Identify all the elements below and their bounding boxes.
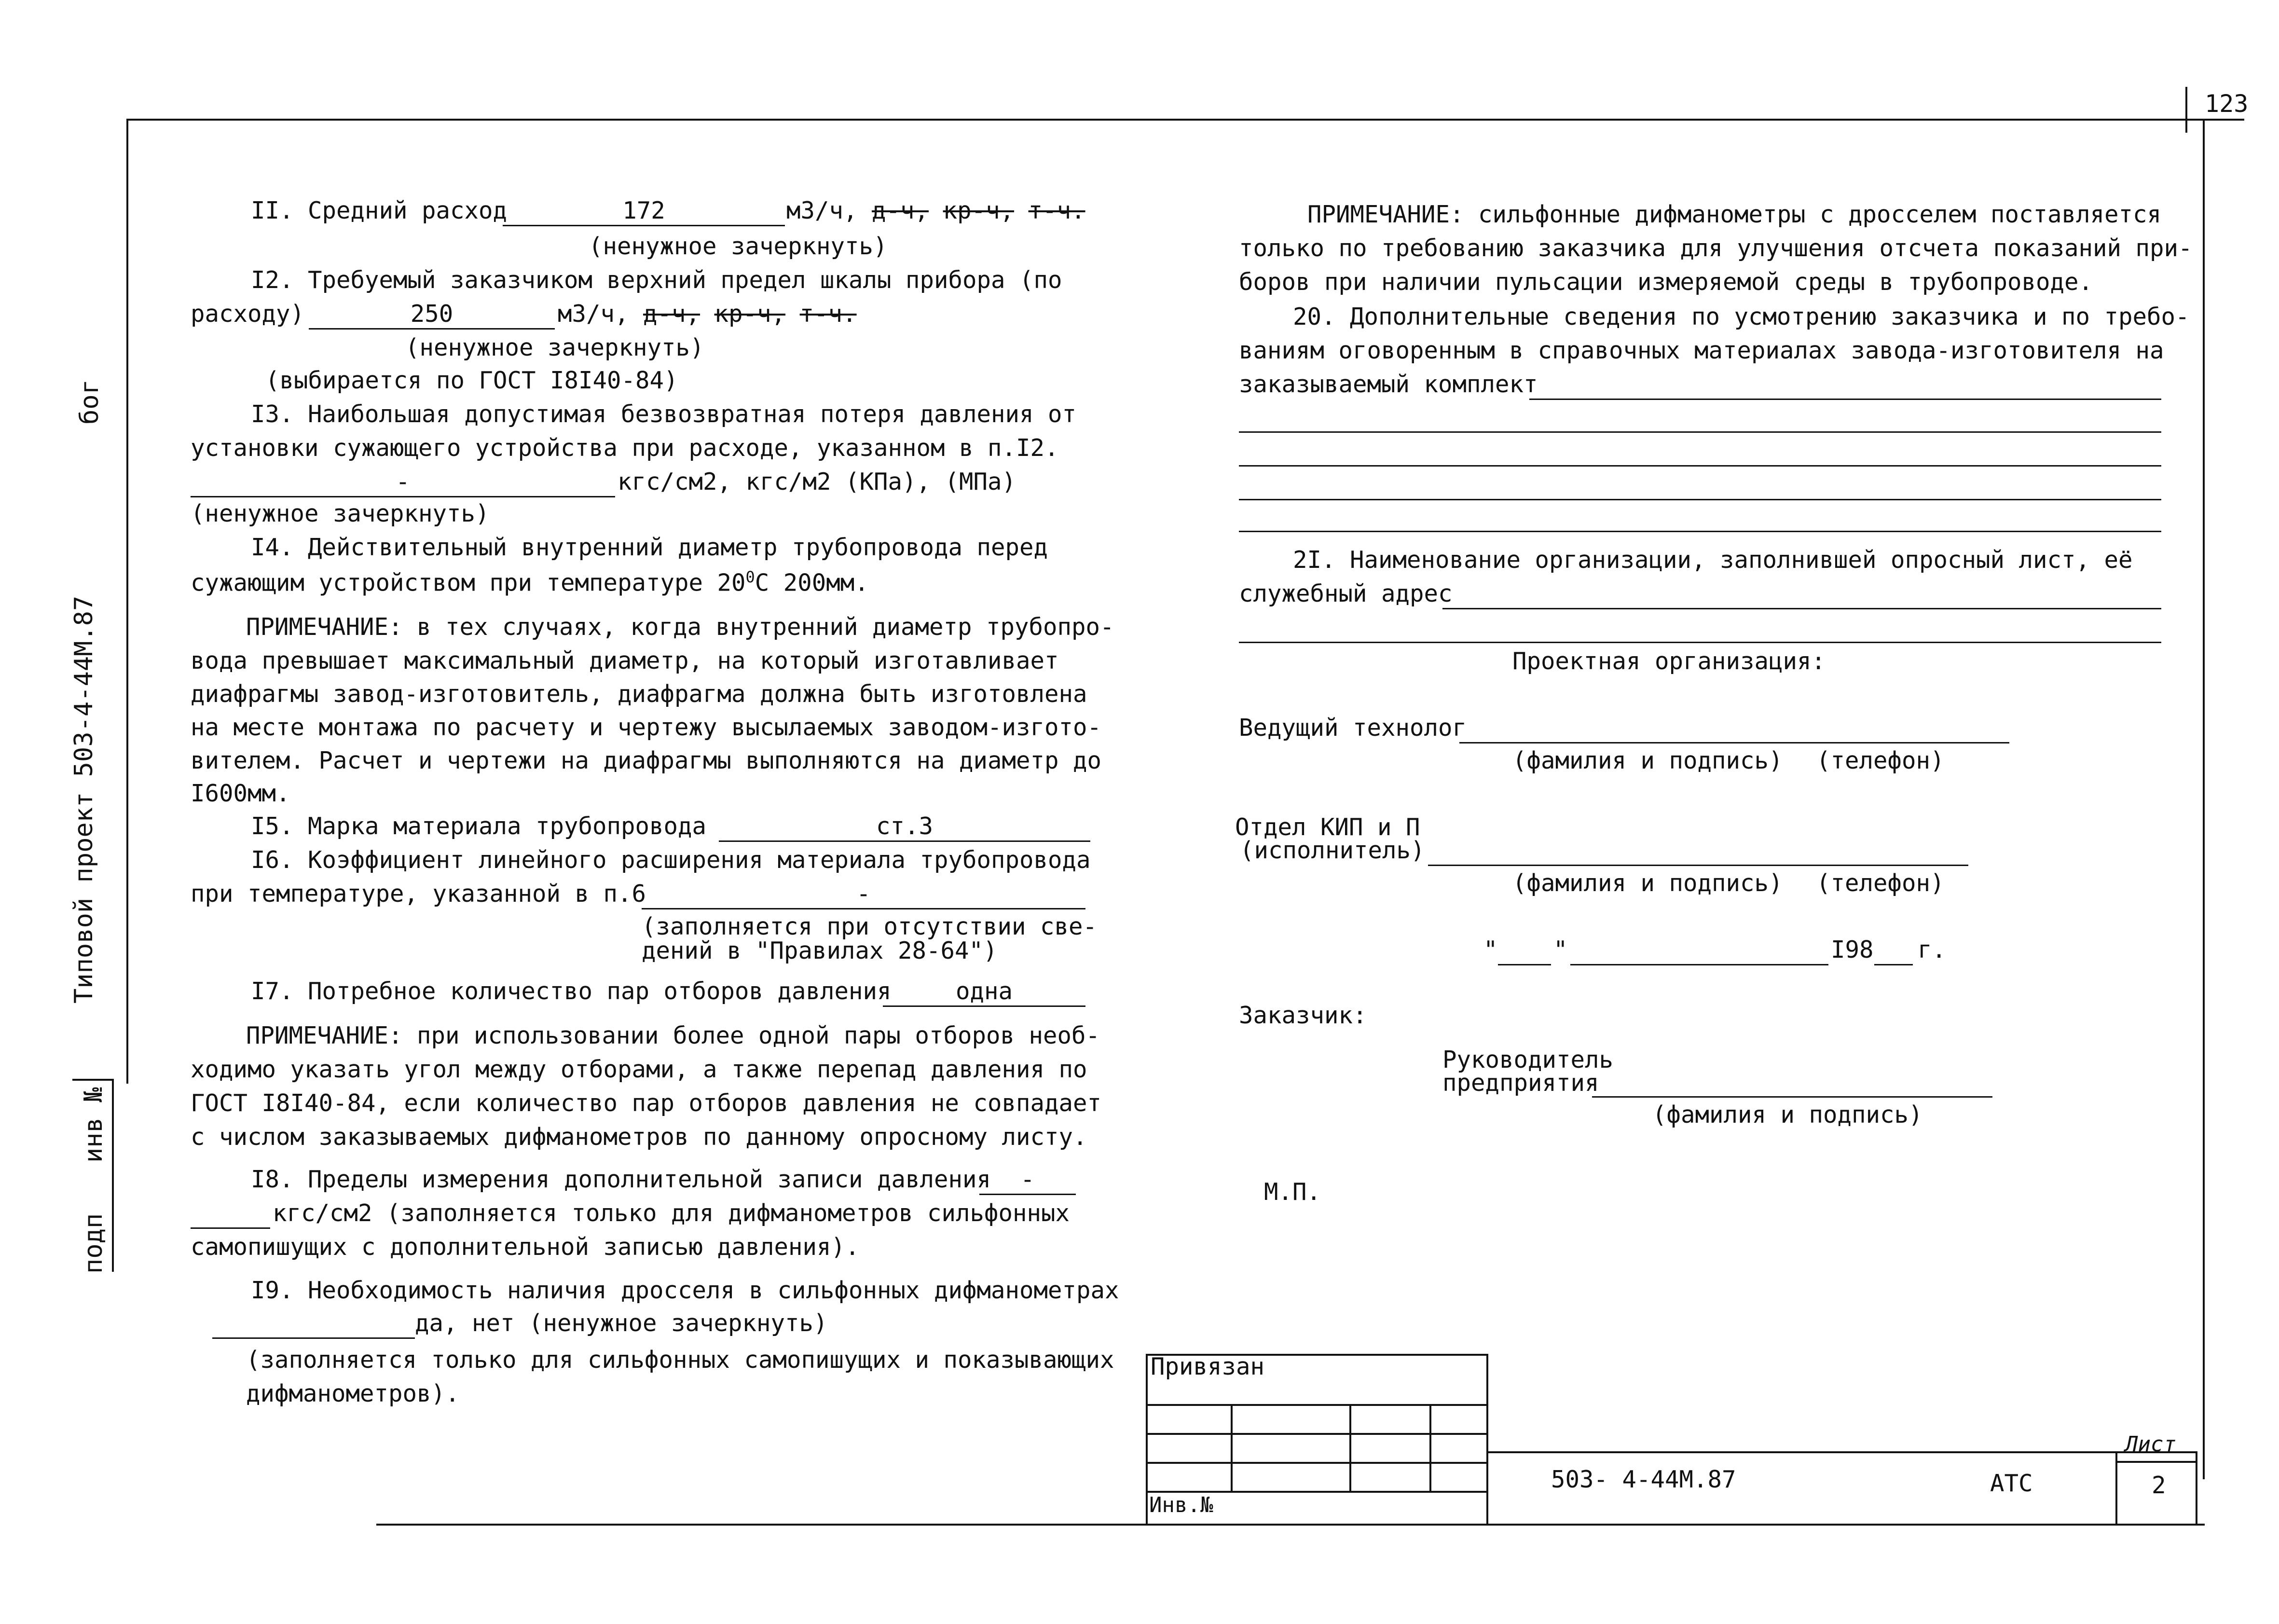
stamp-grid-r2c3 (1349, 1433, 1431, 1464)
side-inv1: инв № (79, 1087, 108, 1163)
stamp-grid-r2c2 (1231, 1433, 1351, 1464)
stamp-doc-code: 503- 4-44М.87 (1551, 1466, 1736, 1493)
item16-note1: (заполняется при отсутствии све- (642, 913, 1098, 940)
item11-note: (ненужное зачеркнуть) (589, 233, 888, 260)
frame-left-lower (112, 1079, 114, 1272)
item16-note2: дений в "Правилах 28-64") (642, 937, 998, 964)
date-quote-close: " (1553, 936, 1568, 963)
note3-line1: ПРИМЕЧАНИЕ: сильфонные дифманометры с дросселем поставляется (1307, 201, 2162, 228)
item20-line3: заказываемый комплект (1239, 371, 1538, 398)
note1-line3: диафрагмы завод-изготовитель, диафрагма должна быть изготовлена (191, 680, 1087, 708)
item21-blank-2 (1239, 616, 2161, 643)
item17-value-text: одна (955, 977, 1013, 1005)
note2-line3: ГОСТ I8I40-84, если количество пар отборов давления не совпадает (191, 1089, 1102, 1117)
item18-line2-blank (191, 1201, 270, 1229)
item19-note2: дифманометров). (246, 1380, 460, 1407)
frame-right (2203, 119, 2205, 1479)
stamp-grid-r2c4 (1429, 1433, 1488, 1464)
customer-label: Заказчик: (1239, 1002, 1367, 1029)
kip-signature-line (1428, 839, 1968, 866)
page-number-divider (2185, 87, 2187, 133)
item20-line1: 20. Дополнительные сведения по усмотрению заказчика и по требо- (1293, 303, 2190, 330)
note2-line2: ходимо указать угол между отборами, а также перепад давления по (191, 1056, 1087, 1083)
item16-value-text: - (856, 880, 871, 908)
stamp-grid-r3c1 (1146, 1462, 1233, 1493)
item21-line2: служебный адрес (1239, 580, 1453, 607)
item18-value (979, 1168, 1076, 1195)
kip-line1: Отдел КИП и П (1235, 813, 1420, 841)
item20-blank-3 (1239, 439, 2161, 467)
item20-blank-5 (1239, 505, 2161, 532)
item12-line1: I2. Требуемый заказчиком верхний предел шкалы прибора (по (251, 266, 1062, 294)
item12-value-text: 250 (410, 300, 453, 328)
item14-line2 (191, 568, 869, 597)
frame-left (126, 119, 128, 1084)
item21-line1: 2I. Наименование организации, заполнившей опросный лист, её (1293, 546, 2133, 574)
date-year: I98 (1831, 936, 1874, 963)
stamp-sheet-number: 2 (2152, 1472, 2166, 1499)
item11-unit-dh: д-ч, (872, 197, 929, 224)
stamp-grid-r3c2 (1231, 1462, 1351, 1493)
item16-value (642, 882, 1085, 909)
note2-line1: ПРИМЕЧАНИЕ: при использовании более одной пары отборов необ- (246, 1022, 1100, 1049)
item19-note1: (заполняется только для сильфонных самопишущих и показывающих (246, 1346, 1114, 1374)
item14-line2a: сужающим устройством при температуре 20 (191, 569, 746, 597)
stamp-grid-r1c4 (1429, 1404, 1488, 1435)
item12-value (309, 302, 555, 330)
item17-value (883, 979, 1085, 1007)
item12-unit-krh: кр-ч, (714, 300, 786, 328)
side-tag: бог (75, 379, 104, 425)
date-day-blank (1498, 938, 1551, 965)
tech-label: Ведущий технолог (1239, 714, 1467, 742)
kip-sig-caption: (фамилия и подпись) (1512, 869, 1783, 897)
tech-sig-caption: (фамилия и подпись) (1512, 747, 1783, 774)
item12-unit-m3h: м3/ч, (558, 300, 629, 328)
item13-line2: установки сужающего устройства при расходе, указанном в п.I2. (191, 434, 1059, 462)
frame-left-bracket (72, 1079, 114, 1081)
stamp-linked: Привязан (1151, 1353, 1265, 1380)
note1-line2: вода превышает максимальный диаметр, на который изготавливает (191, 647, 1059, 674)
frame-top (126, 119, 2244, 121)
item15-label: I5. Марка материала трубопровода (251, 812, 707, 840)
note1-line1: ПРИМЕЧАНИЕ: в тех случаях, когда внутренний диаметр трубопро- (246, 613, 1114, 641)
side-project-label: Типовой проект 503-4-44М.87 (69, 595, 98, 1004)
item13-note: (ненужное зачеркнуть) (191, 500, 490, 527)
head-signature-line (1592, 1070, 1992, 1098)
item11-label: II. Средний расход (251, 197, 508, 224)
stamp-mp: М.П. (1264, 1178, 1321, 1206)
item21-blank-1 (1442, 582, 2161, 609)
note2-line4: с числом заказываемых дифманометров по данному опросному листу. (191, 1123, 1087, 1151)
item14-line1: I4. Действительный внутренний диаметр трубопровода перед (251, 534, 1048, 561)
note3-line2: только по требованию заказчика для улучшения отсчета показаний при- (1239, 234, 2193, 262)
item11-unit-m3h: м3/ч, (786, 197, 858, 224)
item12-units (558, 302, 857, 326)
date-year-blank (1874, 938, 1913, 965)
item20-blank-1 (1529, 372, 2161, 400)
item13-value (191, 470, 615, 497)
head-line2: предприятия (1442, 1069, 1599, 1097)
item12-note: (ненужное зачеркнуть) (405, 334, 704, 361)
item12-unit-dh: д-ч, (643, 300, 700, 328)
item16-prefix: при температуре, указанной в п.6 (191, 880, 646, 908)
note3-line3: боров при наличии пульсации измеряемой среды в трубопроводе. (1239, 268, 2093, 296)
date-g: г. (1918, 936, 1947, 963)
stamp-sheet-label: Лист (2125, 1432, 2176, 1457)
date-month-blank (1570, 938, 1828, 965)
kip-line2: (исполнитель) (1240, 837, 1425, 864)
item12-prefix: расходу) (191, 300, 305, 328)
item11-unit-krh: кр-ч, (943, 197, 1015, 224)
head-line1: Руководитель (1442, 1046, 1614, 1073)
item18-line2: кгс/см2 (заполняется только для дифманометров сильфонных (273, 1199, 1070, 1227)
item13-line1: I3. Наибольшая допустимая безвозвратная потеря давления от (251, 400, 1077, 428)
stamp-grid-r3c3 (1349, 1462, 1431, 1493)
item17-label: I7. Потребное количество пар отборов давления (251, 977, 892, 1005)
item20-line2: ваниям оговоренным в справочных материалах завода-изготовителя на (1239, 337, 2164, 364)
item20-blank-2 (1239, 405, 2161, 433)
item13-units: кгс/см2, кгс/м2 (КПа), (МПа) (618, 468, 1016, 495)
item11-units (786, 199, 1085, 222)
item14-line2b: С 200мм. (755, 569, 869, 597)
item19-yes: да, (415, 1309, 458, 1337)
kip-phone-caption: (телефон) (1816, 869, 1945, 897)
stamp-section: АТС (1990, 1470, 2033, 1497)
stamp-sheet-label-line (2115, 1461, 2197, 1463)
stamp-grid-r1c1 (1146, 1404, 1233, 1435)
item20-blank-4 (1239, 473, 2161, 500)
note1-line5: вителем. Расчет и чертежи на диафрагмы выполняются на диаметр до (191, 747, 1102, 774)
project-org-title: Проектная организация: (1512, 647, 1826, 675)
item18-line3: самопишущих с дополнительной записью давления). (191, 1233, 860, 1261)
item19-line1: I9. Необходимость наличия дросселя в сильфонных дифманометрах (251, 1277, 1119, 1304)
item15-value-text: ст.3 (876, 812, 933, 840)
date-quote-open: " (1483, 936, 1498, 963)
item18-value-text: - (1020, 1166, 1035, 1193)
item11-value (503, 199, 785, 226)
tech-signature-line (1459, 716, 2009, 743)
item13-value-text: - (396, 468, 410, 495)
item19-blank (212, 1311, 415, 1339)
note1-line6: I600мм. (191, 780, 290, 807)
item19-answer (415, 1311, 828, 1335)
item11-value-text: 172 (622, 197, 665, 224)
stamp-grid-r1c2 (1231, 1404, 1351, 1435)
stamp-grid-r1c3 (1349, 1404, 1431, 1435)
tech-phone-caption: (телефон) (1816, 747, 1945, 774)
stamp-inv: Инв.№ (1149, 1493, 1213, 1517)
side-inv2: подп (79, 1213, 108, 1274)
stamp-grid-r3c4 (1429, 1462, 1488, 1493)
head-sig-caption: (фамилия и подпись) (1652, 1101, 1923, 1129)
item11-unit-th: т-ч. (1028, 197, 1085, 224)
item14-degree: 0 (745, 568, 755, 586)
item12-unit-th: т-ч. (799, 300, 857, 328)
item16-line1: I6. Коэффициент линейного расширения материала трубопровода (251, 846, 1091, 874)
page-number: 123 (2205, 90, 2249, 118)
item19-rest: нет (ненужное зачеркнуть) (472, 1309, 828, 1337)
item12-gost: (выбирается по ГОСТ I8I40-84) (265, 367, 678, 394)
stamp-grid-r2c1 (1146, 1433, 1233, 1464)
item15-value (719, 814, 1090, 842)
note1-line4: на месте монтажа по расчету и чертежу высылаемых заводом-изгото- (191, 714, 1102, 741)
item18-line1: I8. Пределы измерения дополнительной записи давления (251, 1166, 991, 1193)
